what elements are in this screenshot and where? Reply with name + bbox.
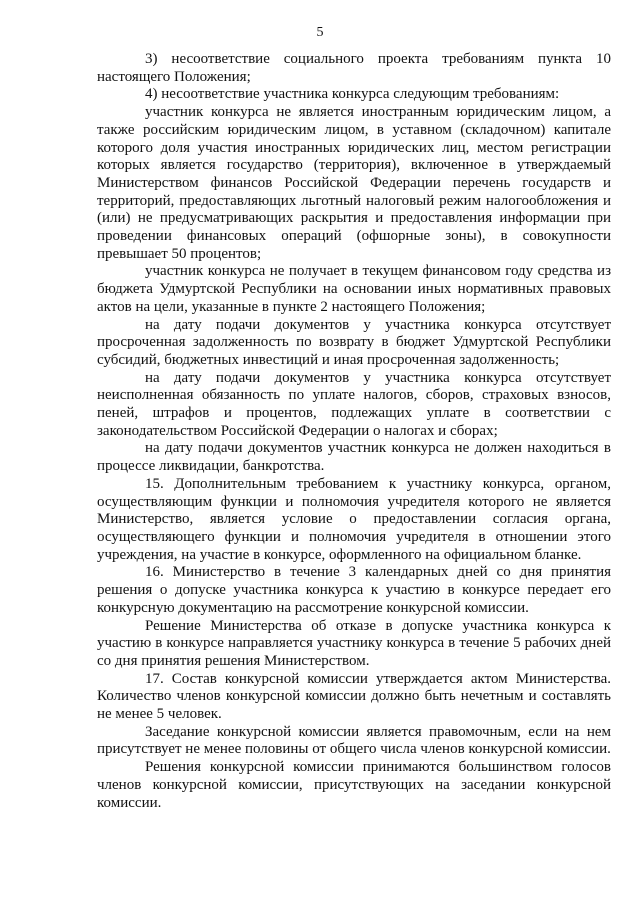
paragraph-item-3: 3) несоответствие социального проекта требованиям пункта 10 настоящего Положения; [97, 51, 611, 85]
paragraph-17-quorum: Заседание конкурсной комиссии является правомочным, если на нем присутствует не менее половины от общего числа членов конкурсной комиссии. [97, 723, 611, 758]
paragraph-liquidation: на дату подачи документов участник конкурса не должен находиться в процессе ликвидации, банкротства. [97, 440, 611, 475]
paragraph-17-decisions: Решения конкурсной комиссии принимаются большинством голосов членов конкурсной комиссии, присутствующих на заседании конкурсной комиссии. [97, 759, 611, 811]
paragraph-17: 17. Состав конкурсной комиссии утверждается актом Министерства. Количество членов конкурсной комиссии должно быть нечетным и составлять не менее 5 человек. [97, 670, 611, 723]
paragraph-15: 15. Дополнительным требованием к участнику конкурса, органом, осуществляющим функции и полномочия учредителя которого не является Министерство, является условие о предоставлении согласия органа, осуществляющего функции и полномочия учредителя в отношении этого учреждения, на участие в конкурсе, оформленного на официальном бланке. [97, 475, 611, 563]
paragraph-budget-funds: участник конкурса не получает в текущем финансовом году средства из бюджета Удмуртской Республики на основании иных нормативных правовых актов на цели, указанные в пункте 2 настоящего Положения; [97, 263, 611, 315]
page-number: 5 [316, 25, 324, 40]
paragraph-16-refusal: Решение Министерства об отказе в допуске участника конкурса к участию в конкурсе направляется участнику конкурса в течение 5 рабочих дней со дня принятия решения Министерством. [97, 617, 611, 669]
paragraph-tax-obligation: на дату подачи документов у участника конкурса отсутствует неисполненная обязанность по уплате налогов, сборов, страховых взносов, пеней, штрафов и процентов, подлежащих уплате в соответствии с законодательством Российской Федерации о налогах и сборах; [97, 369, 611, 439]
document-body [97, 51, 611, 812]
paragraph-foreign-entity: участник конкурса не является иностранным юридическим лицом, а также российским юридическим лицом, в уставном (складочном) капитале которого доля участия иностранных юридических лиц, местом регистрации которых является государство (территория), включенное в утверждаемый Министерством финансов Российской Федерации перечень государств и территорий, предоставляющих льготный налоговый режим налогообложения и (или) не предусматривающих раскрытия и предоставления информации при проведении финансовых операций (офшорные зоны), в совокупности превышает 50 процентов; [97, 104, 611, 262]
paragraph-item-4: 4) несоответствие участника конкурса следующим требованиям: [145, 86, 560, 103]
paragraph-16: 16. Министерство в течение 3 календарных дней со дня принятия решения о допуске участника конкурса к участию в конкурсе передает его конкурсную документацию на рассмотрение конкурсной комиссии. [97, 564, 611, 616]
paragraph-overdue-debt: на дату подачи документов у участника конкурса отсутствует просроченная задолженность по возврату в бюджет Удмуртской Республики субсидий, бюджетных инвестиций и иная просроченная задолженность; [97, 316, 611, 368]
